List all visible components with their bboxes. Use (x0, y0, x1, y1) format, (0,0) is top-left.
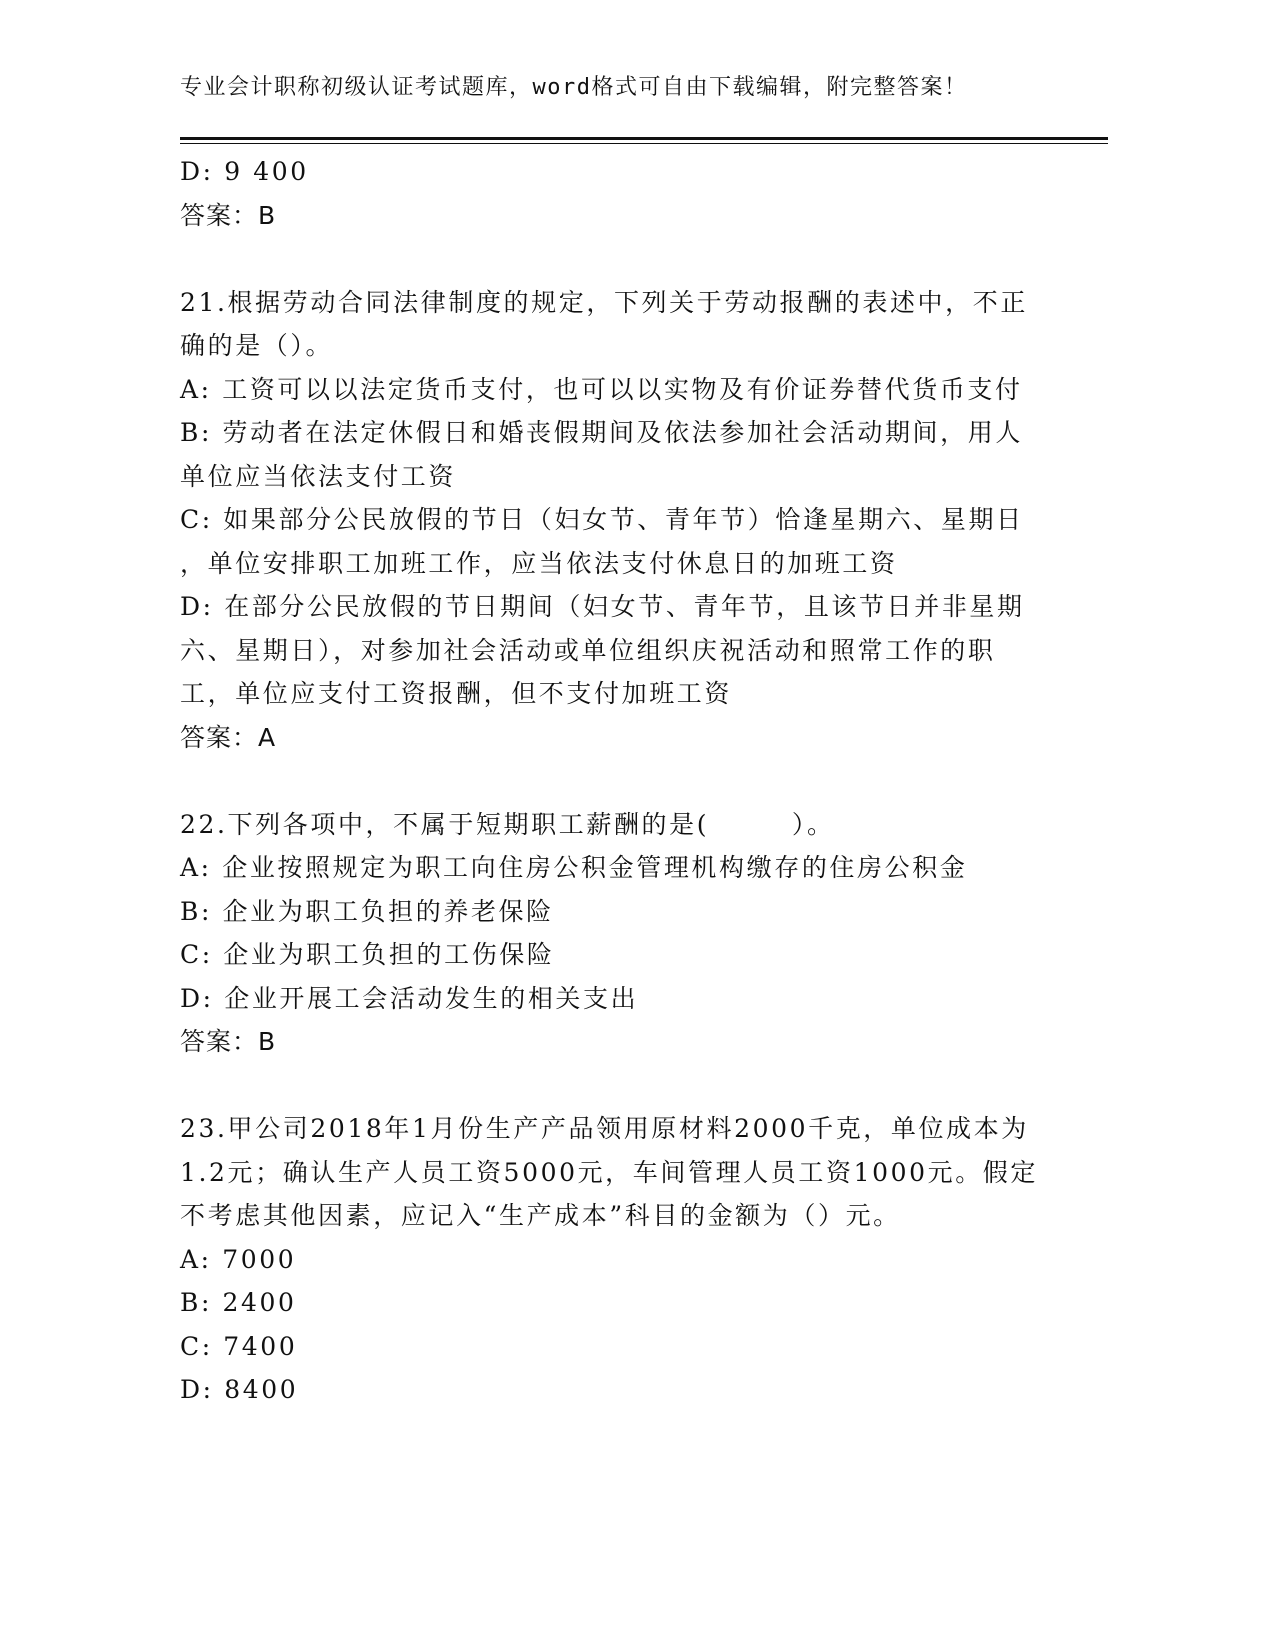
prev-option-d: D: 9 400 (180, 157, 309, 186)
q23-stem-line2: 1.2元；确认生产人员工资5000元，车间管理人员工资1000元。假定 (180, 1157, 1039, 1187)
header-divider-thin (180, 143, 1108, 144)
q22-answer: 答案：B (180, 1027, 277, 1056)
prev-answer: 答案：B (180, 200, 277, 230)
q23-stem-line3: 不考虑其他因素，应记入“生产成本”科目的金额为（）元。 (180, 1201, 901, 1230)
q22-option-a: A: 企业按照规定为职工向住房公积金管理机构缴存的住房公积金 (180, 853, 968, 882)
q22-option-d: D: 企业开展工会活动发生的相关支出 (180, 983, 639, 1013)
q22-option-c: C: 企业为职工负担的工伤保险 (180, 940, 555, 969)
q21-stem-line1: 21.根据劳动合同法律制度的规定，下列关于劳动报酬的表述中，不正 (180, 287, 1028, 317)
q23-option-b: B: 2400 (180, 1288, 297, 1317)
q21-option-c-line1: C: 如果部分公民放假的节日（妇女节、青年节）恰逢星期六、星期日 (180, 505, 1024, 534)
question-content (180, 150, 1040, 1412)
q21-answer: 答案：A (180, 722, 277, 752)
q23-option-c: C: 7400 (180, 1331, 298, 1361)
q21-option-d-line1: D: 在部分公民放假的节日期间（妇女节、青年节，且该节日并非星期 (180, 592, 1025, 621)
q21-option-d-line2: 六、星期日），对参加社会活动或单位组织庆祝活动和照常工作的职 (180, 635, 996, 665)
header-divider-thick (180, 137, 1108, 140)
q23-option-d: D: 8400 (180, 1375, 299, 1404)
q21-option-b-line2: 单位应当依法支付工资 (180, 461, 457, 491)
q23-option-a: A: 7000 (180, 1244, 297, 1274)
q21-option-b-line1: B: 劳动者在法定休假日和婚丧假期间及依法参加社会活动期间，用人 (180, 418, 1023, 447)
q21-stem-line2: 确的是（）。 (180, 331, 334, 360)
page-header: 专业会计职称初级认证考试题库，word格式可自由下载编辑，附完整答案！ (180, 75, 968, 100)
q21-option-c-line2: ，单位安排职工加班工作，应当依法支付休息日的加班工资 (180, 548, 898, 578)
q23-stem-line1: 23.甲公司2018年1月份生产产品领用原材料2000千克，单位成本为 (180, 1114, 1029, 1143)
q22-stem: 22.下列各项中，不属于短期职工薪酬的是( ）。 (180, 809, 835, 839)
q22-option-b: B: 企业为职工负担的养老保险 (180, 896, 554, 926)
q21-option-d-line3: 工，单位应支付工资报酬，但不支付加班工资 (180, 679, 733, 708)
q21-option-a: A: 工资可以以法定货币支付，也可以以实物及有价证券替代货币支付 (180, 374, 1023, 404)
